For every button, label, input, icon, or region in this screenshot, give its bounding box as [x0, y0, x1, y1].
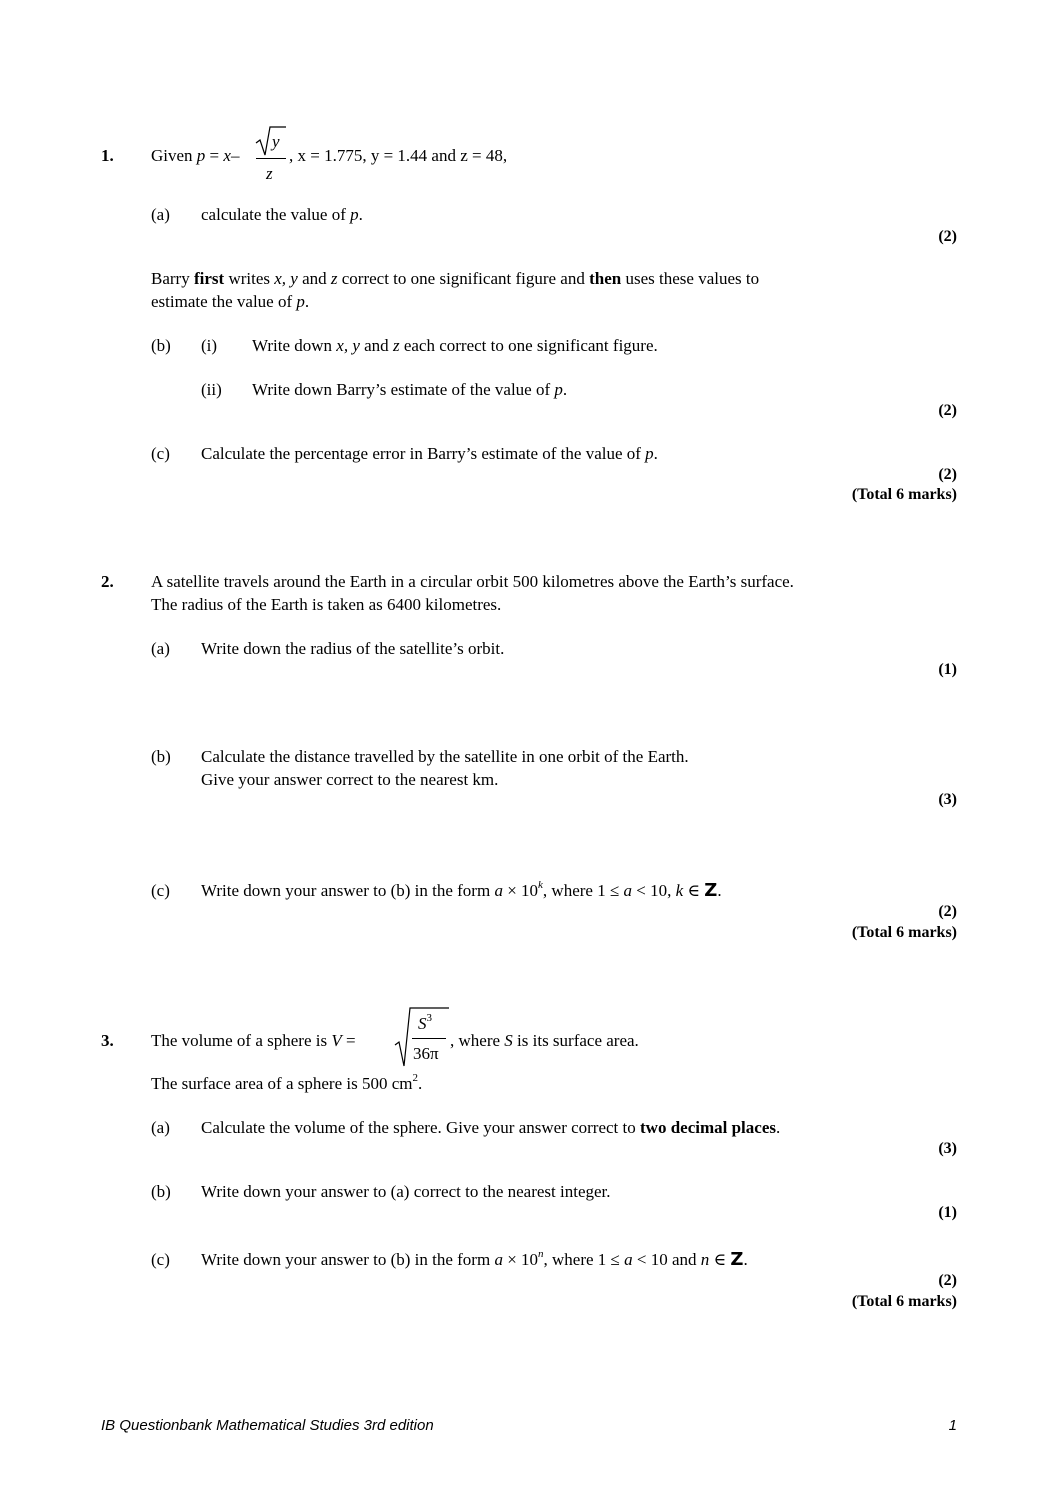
q2-b-marks: (3) — [938, 791, 957, 808]
q1-total: (Total 6 marks) — [851, 486, 957, 503]
q1-values: , x = 1.775, y = 1.44 and z = 48, — [289, 146, 508, 165]
q1-bii-label: (ii) — [201, 380, 222, 399]
q3-c-marks: (2) — [938, 1272, 957, 1289]
q1-barry-line1: Barry first writes x, y and z correct to one significant figure and then uses these values to — [151, 269, 760, 288]
q1-bi-label: (i) — [201, 336, 218, 355]
q1-b-label: (b) — [151, 336, 171, 355]
q2-a-marks: (1) — [938, 661, 957, 678]
q1-barry-line2: estimate the value of p. — [151, 292, 310, 311]
q3-total: (Total 6 marks) — [851, 1293, 957, 1310]
q3-number: 3. — [101, 1031, 114, 1050]
q3-a-label: (a) — [151, 1118, 170, 1137]
q3-a-text: Calculate the volume of the sphere. Give your answer correct to two decimal places. — [201, 1118, 781, 1137]
q3-formula: $S^3$ 36π — [394, 1006, 450, 1068]
q3-area: The surface area of a sphere is 500 $cm^2$. — [151, 1072, 423, 1093]
fraction-bar — [412, 1038, 446, 1039]
q3-intro-end: , where S is its surface area. — [450, 1031, 639, 1050]
sqrt-icon — [255, 124, 287, 158]
q1-a-label: (a) — [151, 205, 170, 224]
q1-b-marks: (2) — [938, 402, 957, 419]
q1-bi-text: Write down x, y and z each correct to one significant figure. — [252, 336, 658, 355]
q3-b-text: Write down your answer to (a) correct to the nearest integer. — [201, 1182, 611, 1201]
q2-c-marks: (2) — [938, 903, 957, 920]
q1-fraction: y z — [255, 124, 287, 184]
q3-intro: The volume of a sphere is V = — [151, 1031, 356, 1050]
fraction-bar — [256, 158, 286, 159]
q3-b-label: (b) — [151, 1182, 171, 1201]
q3-c-label: (c) — [151, 1250, 170, 1269]
q2-c-label: (c) — [151, 881, 170, 900]
q1-intro: Given p = x– — [151, 146, 240, 165]
q3-b-marks: (1) — [938, 1204, 957, 1221]
q2-intro-line2: The radius of the Earth is taken as 6400 kilometres. — [151, 595, 502, 614]
q1-number: 1. — [101, 146, 114, 165]
q2-b-text-line2: Give your answer correct to the nearest km. — [201, 770, 499, 789]
q2-c-text: Write down your answer to (b) in the form $a \times 10^k$, where 1 ≤ a < 10, k ∈ Z. — [201, 879, 722, 901]
q1-c-marks: (2) — [938, 466, 957, 483]
q1-c-text: Calculate the percentage error in Barry’s estimate of the value of p. — [201, 444, 658, 463]
q2-a-text: Write down the radius of the satellite’s orbit. — [201, 639, 505, 658]
q3-c-text: Write down your answer to (b) in the form $a \times 10^n$, where 1 ≤ a < 10 and n ∈ Z. — [201, 1248, 748, 1270]
q2-a-label: (a) — [151, 639, 170, 658]
q2-total: (Total 6 marks) — [851, 924, 957, 941]
footer-page-number: 1 — [948, 1417, 957, 1434]
q2-b-label: (b) — [151, 747, 171, 766]
q2-number: 2. — [101, 572, 114, 591]
q1-a-text: calculate the value of p. — [201, 205, 363, 224]
q1-c-label: (c) — [151, 444, 170, 463]
q2-intro-line1: A satellite travels around the Earth in a circular orbit 500 kilometres above the Earth’s surface. — [151, 572, 794, 591]
q1-a-marks: (2) — [938, 228, 957, 245]
q2-b-text-line1: Calculate the distance travelled by the satellite in one orbit of the Earth. — [201, 747, 689, 766]
footer-source: IB Questionbank Mathematical Studies 3rd edition — [101, 1417, 434, 1434]
q3-a-marks: (3) — [938, 1140, 957, 1157]
q1-bii-text: Write down Barry’s estimate of the value of p. — [252, 380, 568, 399]
